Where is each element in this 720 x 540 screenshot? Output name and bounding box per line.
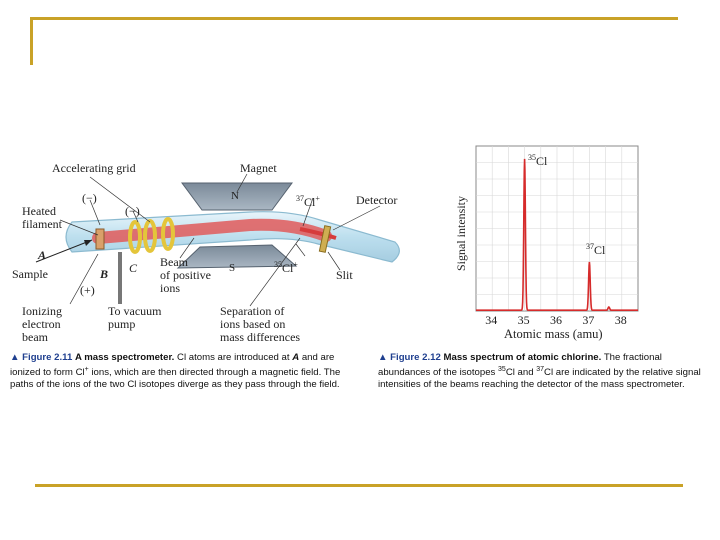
label-beam-1: Beam: [160, 255, 188, 269]
caption-figure-2-12: ▲ Figure 2.12 Mass spectrum of atomic chlorine. The fractional abundances of the isotopes $^{35}$Cl and $^{37}$Cl are indicated by the relative signal intensities of the beams reaching the detector of the mass spectrometer.: [378, 352, 701, 391]
label-north: N: [231, 190, 239, 202]
x-tick-label: 38: [614, 313, 627, 327]
label-ionizing-2: electron: [22, 317, 61, 331]
x-tick-label: 36: [550, 313, 562, 327]
caption-title: Mass spectrum of atomic chlorine.: [443, 352, 602, 363]
label-detector: Detector: [356, 193, 398, 207]
frame-left-bar: [30, 17, 33, 65]
label-magnet: Magnet: [240, 161, 277, 175]
label-vacuum-1: To vacuum: [108, 304, 162, 318]
label-minus-1: (−): [82, 191, 97, 205]
mass-spectrometer-diagram: [0, 150, 420, 350]
x-tick-label: 35: [517, 313, 530, 327]
label-beam-2: of positive: [160, 268, 211, 282]
label-accelerating-grid: Accelerating grid: [52, 161, 136, 175]
label-separation-1: Separation of: [220, 304, 285, 318]
label-sample: Sample: [12, 267, 48, 281]
label-beam-3: ions: [160, 281, 181, 295]
frame-top-bar: [30, 17, 678, 20]
label-cl35-ion: $^{35}$Cl+: [274, 260, 298, 275]
label-south: S: [229, 262, 236, 274]
triangle-icon: ▲: [10, 352, 20, 363]
x-tick-label: 37: [582, 313, 595, 327]
label-a: A: [38, 248, 47, 262]
triangle-icon: ▲: [378, 352, 388, 363]
caption-fig-number: Figure 2.11: [22, 352, 73, 363]
mass-spectrum-chart: [470, 140, 650, 340]
label-plus: (+): [80, 283, 95, 297]
x-axis-label: Atomic mass (amu): [504, 327, 603, 341]
label-minus-2: (−): [125, 204, 140, 218]
label-cl37-ion: $^{37}$Cl+: [296, 194, 320, 209]
x-tick-label: 34: [485, 313, 498, 327]
caption-figure-2-11: ▲ Figure 2.11 A mass spectrometer. Cl atoms are introduced at A and are ionized to form Cl+ ions, which are then directed through a magnetic field. The paths of the ions of the two Cl isotopes diverge as they pass through the field.: [10, 352, 341, 391]
caption-title: A mass spectrometer.: [74, 352, 175, 363]
label-b: B: [100, 267, 109, 281]
label-separation-3: mass differences: [220, 330, 301, 344]
peak-label-cl37: $^{37}$Cl: [586, 242, 606, 257]
label-vacuum-2: pump: [108, 317, 136, 331]
peak-label-cl35: $^{35}$Cl: [528, 153, 548, 168]
y-axis-label: Signal intensity: [454, 196, 468, 271]
caption-fig-number: Figure 2.12: [390, 352, 441, 363]
label-c: C: [129, 261, 138, 275]
label-ionizing-3: beam: [22, 330, 48, 344]
label-slit: Slit: [336, 268, 353, 282]
heated-filament: [96, 229, 104, 249]
frame-bottom-bar: [35, 484, 683, 487]
label-heated-filament-2: filament: [22, 217, 62, 231]
label-separation-2: ions based on: [220, 317, 286, 331]
label-heated-filament-1: Heated: [22, 204, 56, 218]
label-ionizing-1: Ionizing: [22, 304, 62, 318]
